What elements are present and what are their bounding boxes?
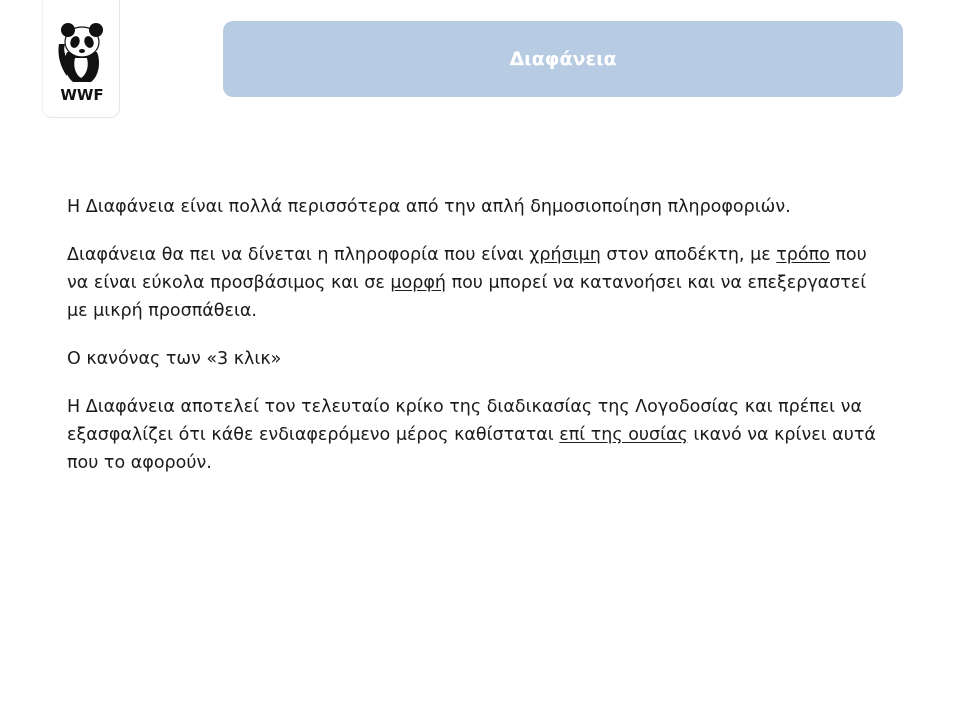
- paragraph-2-text-3: που να είναι εύκολα προσβάσιμος και σε: [67, 245, 867, 293]
- underlined-word-form: μορφή: [390, 273, 446, 293]
- underlined-word-manner: τρόπο: [776, 245, 830, 265]
- panda-logo-icon: [53, 22, 109, 84]
- paragraph-2-text-2: στον αποδέκτη, με: [600, 245, 777, 265]
- paragraph-1-text: Η Διαφάνεια είναι πολλά περισσότερα από την απλή δημοσιοποίηση πληροφοριών.: [67, 197, 791, 217]
- paragraph-4: [67, 393, 877, 477]
- slide-title: Διαφάνεια: [509, 48, 617, 70]
- paragraph-2: [67, 241, 877, 325]
- paragraph-2-text-4: που μπορεί να κατανοήσει και να επεξεργαστεί με μικρή προσπάθεια.: [67, 273, 867, 321]
- paragraph-3-text: Ο κανόνας των «3 κλικ»: [67, 349, 282, 369]
- wwf-logo: [42, 0, 120, 118]
- slide-title-bar: [223, 21, 903, 97]
- paragraph-3: [67, 345, 877, 373]
- paragraph-4-text-1: Η Διαφάνεια αποτελεί τον τελευταίο κρίκο της διαδικασίας της Λογοδοσίας και πρέπει να εξασφαλίζει ότι κάθε ενδιαφερόμενο μέρος καθίσταται: [67, 397, 862, 445]
- wwf-logo-text: WWF: [60, 86, 104, 104]
- underlined-phrase-substance: επί της ουσίας: [559, 425, 688, 445]
- underlined-word-useful: χρήσιμη: [529, 245, 601, 265]
- paragraph-4-text-2: ικανό να κρίνει αυτά που το αφορούν.: [67, 425, 876, 473]
- paragraph-2-text-1: Διαφάνεια θα πει να δίνεται η πληροφορία που είναι: [67, 245, 530, 265]
- slide-body: [67, 193, 877, 497]
- paragraph-1: [67, 193, 877, 221]
